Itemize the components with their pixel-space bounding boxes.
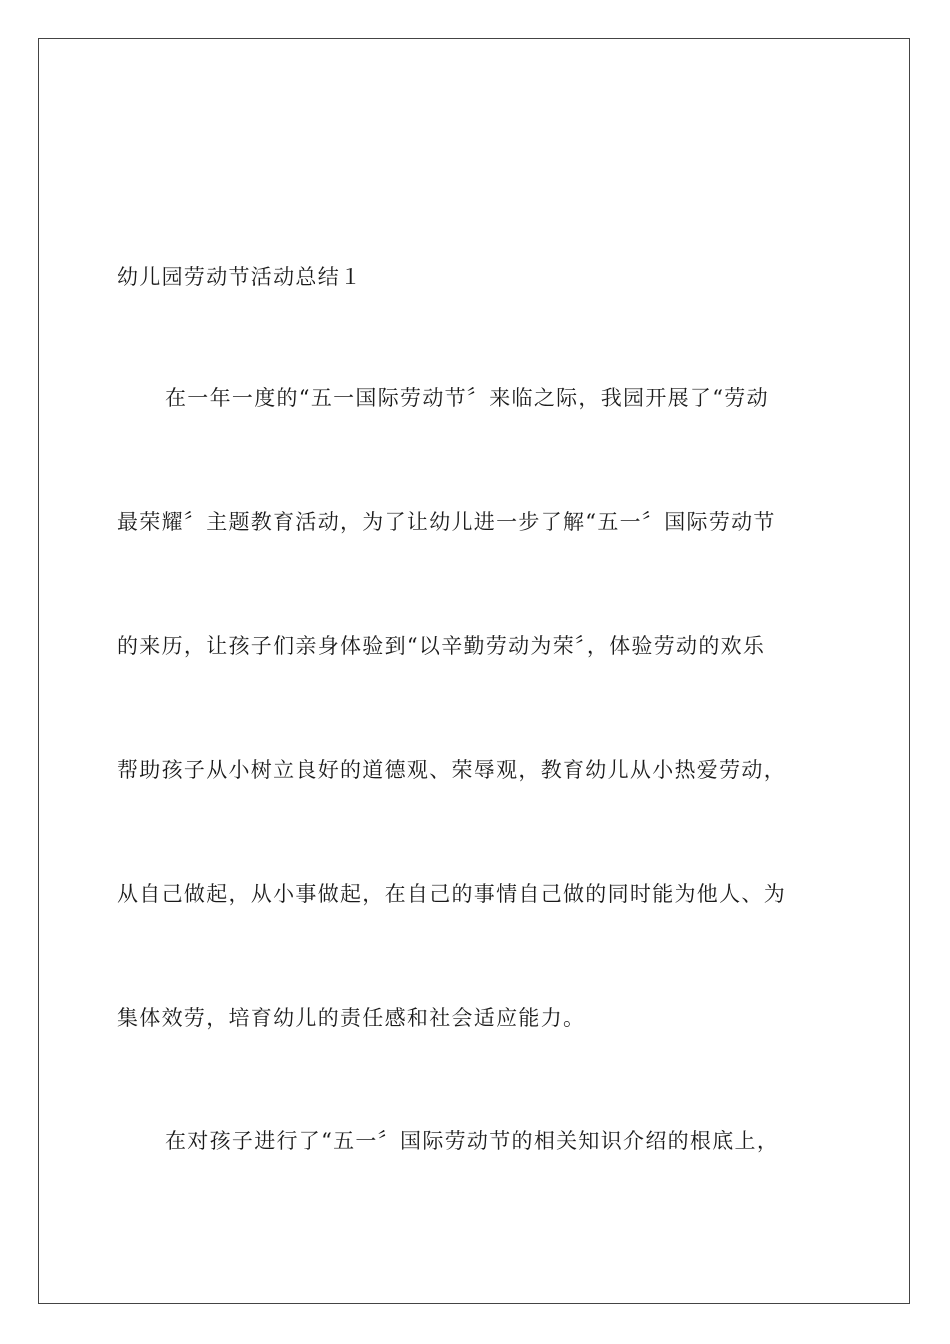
paragraph-1-line-1: 在一年一度的“五一国际劳动节〞来临之际，我园开展了“劳动 — [165, 386, 769, 410]
paragraph-1-line-2: 最荣耀〞主题教育活动，为了让幼儿进一步了解“五一〞国际劳动节 — [117, 510, 776, 534]
paragraph-1-line-5: 从自己做起，从小事做起，在自己的事情自己做的同时能为他人、为 — [117, 882, 786, 906]
paragraph-1-line-4: 帮助孩子从小树立良好的道德观、荣辱观，教育幼儿从小热爱劳动， — [117, 758, 786, 782]
document-title: 幼儿园劳动节活动总结１ — [117, 265, 363, 289]
paragraph-1-line-6: 集体效劳，培育幼儿的责任感和社会适应能力。 — [117, 1006, 586, 1030]
paragraph-2-line-1: 在对孩子进行了“五一〞国际劳动节的相关知识介绍的根底上， — [165, 1129, 780, 1153]
paragraph-1-line-3: 的来历，让孩子们亲身体验到“以辛勤劳动为荣〞，体验劳动的欢乐 — [117, 634, 766, 658]
page-border — [38, 38, 910, 1304]
